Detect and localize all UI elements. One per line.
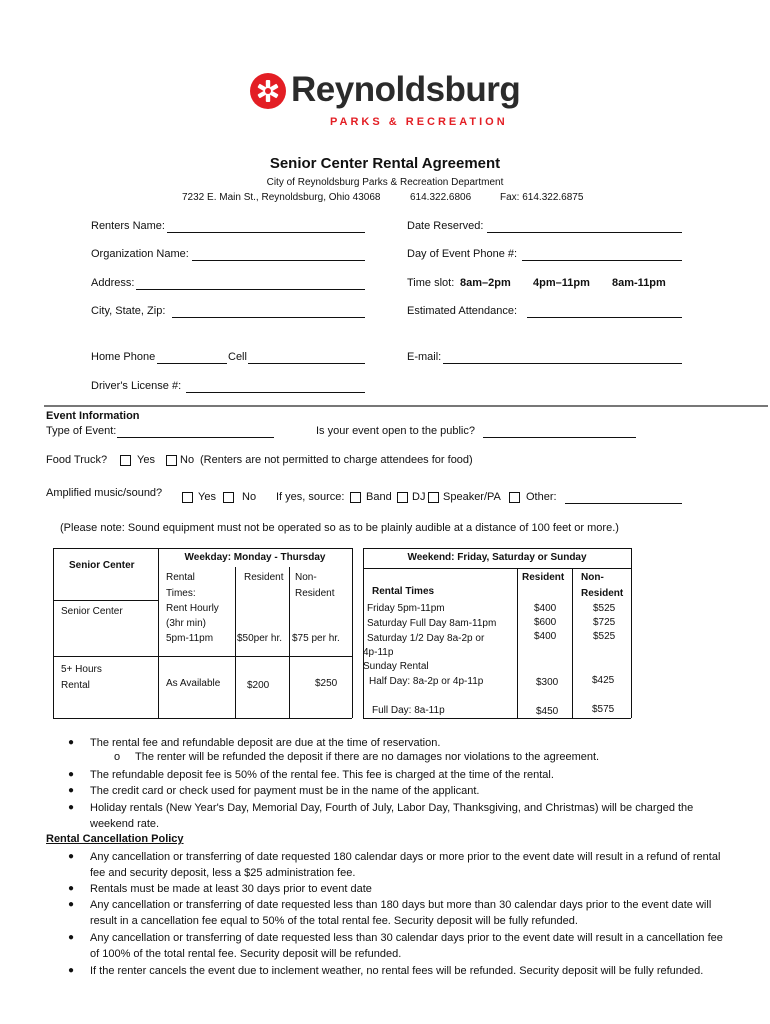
policy-1-sub: The renter will be refunded the deposit if there are no damages nor violations to the agreement.: [135, 751, 600, 763]
bullet: ●: [68, 737, 75, 748]
date-reserved-field[interactable]: [487, 232, 682, 233]
public-field[interactable]: [483, 437, 636, 438]
other-checkbox[interactable]: [509, 492, 520, 503]
weekend-header: Weekend: Friday, Saturday or Sunday: [407, 552, 587, 563]
row2-nonresident-rate: $250: [315, 678, 338, 689]
weekend-res-5: $450: [536, 706, 559, 717]
cancel-2: Rentals must be made at least 30 days prior to event date: [90, 883, 372, 895]
weekend-col-resident: Resident: [522, 572, 565, 583]
weekend-row-1: Friday 5pm-11pm: [367, 603, 445, 614]
brand-name: Reynoldsburg: [291, 70, 521, 109]
sub-bullet: o: [114, 751, 121, 763]
col-rental-label: Rental: [166, 572, 195, 583]
food-truck-yes-label: Yes: [137, 454, 155, 466]
cancel-4: Any cancellation or transferring of date requested less than 30 calendar days prior to the event date will result in a cancellation fee of 100% of the total rental fee. Security deposit will be refunded.: [90, 932, 723, 960]
event-type-field[interactable]: [117, 437, 274, 438]
logo-star-icon: [249, 72, 287, 110]
page-title: Senior Center Rental Agreement: [269, 155, 501, 172]
home-phone-label: Home Phone: [91, 351, 156, 363]
weekend-res-2: $600: [534, 617, 557, 628]
time-slot-label: Time slot:: [407, 277, 455, 289]
cancel-5: If the renter cancels the event due to inclement weather, no rental fees will be refunded. Security deposit will be fully refunded.: [90, 965, 704, 977]
day-phone-label: Day of Event Phone #:: [407, 248, 518, 260]
renters-name-field[interactable]: [167, 232, 365, 233]
policy-4: Holiday rentals (New Year's Day, Memorial Day, Fourth of July, Labor Day, Thanksgiving, and Christmas) will be charged the weekend rate.: [90, 802, 694, 830]
dj-label: DJ: [412, 491, 426, 503]
sound-note: (Please note: Sound equipment must not be operated so as to be plainly audible at a distance of 100 feet or more.): [60, 522, 619, 534]
row1-time-3: 5pm-11pm: [166, 633, 214, 644]
weekend-row-4b: Half Day: 8a-2p or 4p-11p: [369, 676, 484, 687]
policy-1: The rental fee and refundable deposit are due at the time of reservation.: [90, 737, 441, 749]
amplified-yes-checkbox[interactable]: [182, 492, 193, 503]
bullet: ●: [68, 769, 75, 780]
public-label: Is your event open to the public?: [316, 425, 475, 437]
dept-address: 7232 E. Main St., Reynoldsburg, Ohio 43068: [182, 192, 381, 203]
dj-checkbox[interactable]: [397, 492, 408, 503]
weekend-non-2: $725: [593, 617, 616, 628]
address-field[interactable]: [136, 289, 365, 290]
weekend-non-5: $575: [592, 704, 615, 715]
time-slot-option-1[interactable]: 8am–2pm: [460, 277, 511, 289]
cell-field[interactable]: [248, 363, 365, 364]
row2-resident-rate: $200: [247, 680, 270, 691]
policy-2: The refundable deposit fee is 50% of the rental fee. This fee is charged at the time of the rental.: [90, 769, 554, 781]
drivers-license-label: Driver's License #:: [91, 380, 182, 392]
cell-label: Cell: [228, 351, 247, 363]
weekend-row-4a: Sunday Rental: [363, 661, 429, 672]
bullet: ●: [68, 932, 75, 943]
section-divider: [44, 405, 768, 407]
speaker-checkbox[interactable]: [428, 492, 439, 503]
weekend-res-4: $300: [536, 677, 559, 688]
dept-name: City of Reynoldsburg Parks & Recreation Department: [266, 177, 504, 188]
row1-nonresident-rate: $75 per hr.: [292, 633, 340, 644]
city-label: City, State, Zip:: [91, 305, 166, 317]
col-times-label: Times:: [166, 588, 196, 599]
col-resident-label: Resident: [244, 572, 284, 583]
cancel-1: Any cancellation or transferring of date requested 180 calendar days or more prior to the event date will result in a refund of rental fee and security deposit, less a $25 administration fee.: [90, 851, 721, 879]
weekend-row-3b: 4p-11p: [363, 647, 394, 658]
row2-label-2: Rental: [61, 680, 90, 691]
email-label: E-mail:: [407, 351, 442, 363]
cancellation-heading: Rental Cancellation Policy: [46, 833, 184, 845]
row2-time: As Available: [166, 678, 221, 689]
row1-time-1: Rent Hourly: [166, 603, 219, 614]
attendance-field[interactable]: [527, 317, 682, 318]
amplified-no-label: No: [242, 491, 257, 503]
bullet: ●: [68, 802, 75, 813]
time-slot-option-2[interactable]: 4pm–11pm: [533, 277, 590, 289]
event-info-heading: Event Information: [46, 410, 140, 422]
col-nonres-label-1: Non-: [295, 572, 317, 583]
row1-time-2: (3hr min): [166, 618, 207, 629]
city-field[interactable]: [172, 317, 365, 318]
dept-phone: 614.322.6806: [410, 192, 472, 203]
col-nonres-label-2: Resident: [295, 588, 335, 599]
org-name-label: Organization Name:: [91, 248, 189, 260]
email-field[interactable]: [443, 363, 682, 364]
attendance-label: Estimated Attendance:: [407, 305, 518, 317]
amplified-yes-label: Yes: [198, 491, 216, 503]
dept-fax: Fax: 614.322.6875: [500, 192, 584, 203]
food-truck-no-label: No: [180, 454, 195, 466]
band-checkbox[interactable]: [350, 492, 361, 503]
food-truck-label: Food Truck?: [46, 454, 108, 466]
event-type-label: Type of Event:: [46, 425, 117, 437]
bullet: ●: [68, 851, 75, 862]
time-slot-option-3[interactable]: 8am-11pm: [612, 277, 666, 289]
weekend-non-4: $425: [592, 675, 615, 686]
table-corner-label: Senior Center: [69, 560, 135, 571]
source-label: If yes, source:: [276, 491, 345, 503]
weekend-col-nonres-2: Resident: [581, 588, 624, 599]
food-truck-yes-checkbox[interactable]: [120, 455, 131, 466]
band-label: Band: [366, 491, 392, 503]
weekend-row-5: Full Day: 8a-11p: [372, 705, 445, 716]
bullet: ●: [68, 899, 75, 910]
food-truck-note: (Renters are not permitted to charge attendees for food): [200, 454, 473, 466]
bullet: ●: [68, 883, 75, 894]
bullet: ●: [68, 965, 75, 976]
row2-label-1: 5+ Hours: [61, 664, 102, 675]
day-phone-field[interactable]: [522, 260, 682, 261]
weekend-col-times: Rental Times: [372, 586, 435, 597]
home-phone-field[interactable]: [157, 363, 227, 364]
speaker-label: Speaker/PA: [443, 491, 501, 503]
policy-3: The credit card or check used for payment must be in the name of the applicant.: [90, 785, 480, 797]
food-truck-no-checkbox[interactable]: [166, 455, 177, 466]
amplified-label: Amplified music/sound?: [46, 487, 163, 499]
weekend-col-nonres-1: Non-: [581, 572, 604, 583]
row-senior-center-label: Senior Center: [61, 606, 123, 617]
brand-sub: PARKS & RECREATION: [330, 116, 508, 128]
org-name-field[interactable]: [192, 260, 365, 261]
weekday-header: Weekday: Monday - Thursday: [184, 552, 326, 563]
other-label: Other:: [526, 491, 557, 503]
weekend-non-1: $525: [593, 603, 616, 614]
bullet: ●: [68, 785, 75, 796]
row1-resident-rate: $50per hr.: [237, 633, 283, 644]
cancel-3: Any cancellation or transferring of date requested less than 180 days but more than 30 calendar days prior to the event date will result in a cancellation fee equal to 50% of the total rental fee. Security deposit will be fully refunded.: [90, 899, 712, 927]
address-label: Address:: [91, 277, 135, 289]
drivers-license-field[interactable]: [186, 392, 365, 393]
weekend-res-3: $400: [534, 631, 557, 642]
date-reserved-label: Date Reserved:: [407, 220, 484, 232]
weekend-row-3a: Saturday 1/2 Day 8a-2p or: [367, 633, 485, 644]
other-field[interactable]: [565, 503, 682, 504]
renters-name-label: Renters Name:: [91, 220, 165, 232]
weekend-row-2: Saturday Full Day 8am-11pm: [367, 618, 497, 629]
weekend-res-1: $400: [534, 603, 557, 614]
amplified-no-checkbox[interactable]: [223, 492, 234, 503]
weekend-non-3: $525: [593, 631, 616, 642]
